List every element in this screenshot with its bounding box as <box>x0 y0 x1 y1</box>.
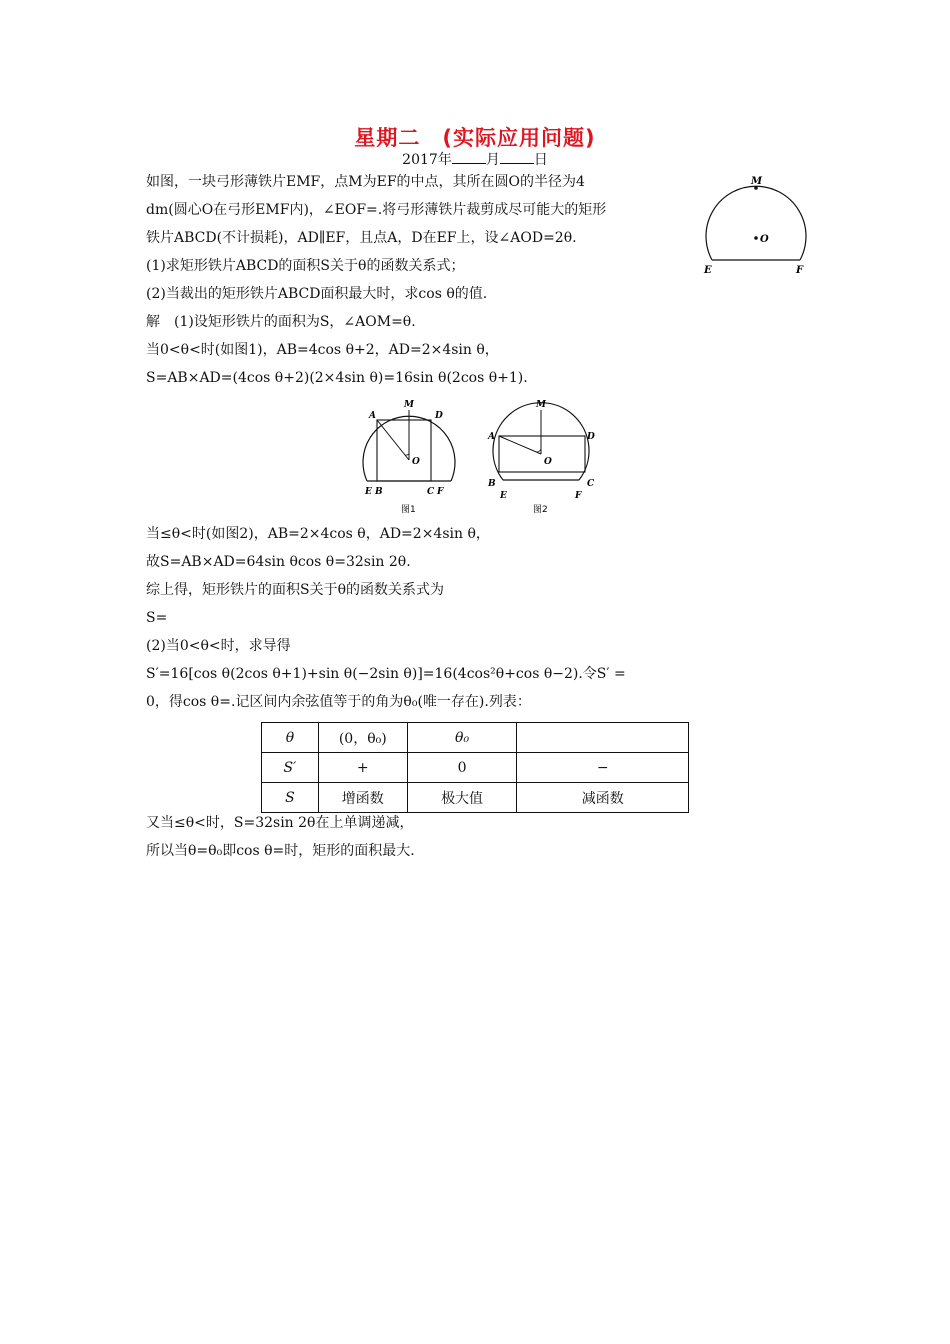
month-blank <box>452 150 486 164</box>
fig1-label-a: A <box>369 411 376 421</box>
fig1-label-o: O <box>412 457 420 467</box>
fig2-label-c: C <box>587 479 595 489</box>
fig1-label-d: D <box>435 411 443 421</box>
fig2-label-o: O <box>544 457 552 467</box>
solution-line-12: 所以当θ=θ₀即cos θ=时，矩形的面积最大. <box>146 843 415 859</box>
problem-line-5: (2)当裁出的矩形铁片ABCD面积最大时，求cos θ的值. <box>146 286 488 302</box>
solution-line-9: S′=16[cos θ(2cos θ+1)+sin θ(−2sin θ)]=16(4cos²θ+cos θ−2).令S′ = <box>146 666 626 682</box>
solution-line-5: 故S=AB×AD=64sin θcos θ=32sin 2θ. <box>146 554 411 570</box>
figure-1 <box>363 400 455 515</box>
point-o <box>754 236 758 240</box>
solution-line-8: (2)当0<θ<时，求导得 <box>146 638 291 654</box>
fig2-caption: 图2 <box>533 505 548 515</box>
table-row <box>262 753 689 783</box>
problem-line-4: (1)求矩形铁片ABCD的面积S关于θ的函数关系式； <box>146 258 465 274</box>
fig1-label-b: B <box>375 487 383 497</box>
table-cell: 0 <box>407 753 517 783</box>
segment-figure <box>696 172 814 280</box>
fig1-label-f: F <box>437 487 444 497</box>
table-cell: (0，θ₀) <box>318 723 407 753</box>
date-month: 月 <box>485 152 500 168</box>
table-cell: 减函数 <box>517 783 689 813</box>
label-e: E <box>704 265 712 276</box>
fig1-rectangle <box>377 420 431 481</box>
fig2-label-d: D <box>587 432 595 442</box>
date-year-suffix: 年 <box>437 152 452 168</box>
fig1-label-m: M <box>404 400 414 410</box>
table-cell: θ₀ <box>407 723 517 753</box>
fig2-label-b: B <box>488 479 496 489</box>
segment-arc <box>706 186 806 260</box>
date-day: 日 <box>533 152 548 168</box>
solution-line-2: 当0<θ<时(如图1)，AB=4cos θ+2，AD=2×4sin θ， <box>146 342 499 358</box>
table-cell: S′ <box>262 753 319 783</box>
table-row <box>262 783 689 813</box>
figure-pair <box>355 398 605 520</box>
solution-line-7: S= <box>146 610 168 626</box>
table-cell: 增函数 <box>318 783 407 813</box>
table-row <box>262 723 689 753</box>
page-title: 星期二 (实际应用问题) <box>354 126 596 150</box>
problem-line-3: 铁片ABCD(不计损耗)，AD∥EF，且点A，D在EF上，设∠AOD=2θ. <box>146 230 577 246</box>
table-cell: + <box>318 753 407 783</box>
solution-line-4: 当≤θ<时(如图2)，AB=2×4cos θ，AD=2×4sin θ， <box>146 526 490 542</box>
label-o: O <box>760 234 769 245</box>
fig2-angle-mark <box>536 449 541 452</box>
solution-line-11: 又当≤θ<时，S=32sin 2θ在上单调递减， <box>146 815 414 831</box>
table-cell <box>517 723 689 753</box>
solution-line-6: 综上得，矩形铁片的面积S关于θ的函数关系式为 <box>146 582 445 598</box>
fig1-label-e: E <box>365 487 372 497</box>
table-cell: θ <box>262 723 319 753</box>
table-cell: 极大值 <box>407 783 517 813</box>
label-f: F <box>796 265 804 276</box>
fig2-label-e: E <box>500 491 507 501</box>
figure-2 <box>487 400 595 515</box>
date-line <box>0 149 950 169</box>
problem-line-2: dm(圆心O在弓形EMF内)，∠EOF=.将弓形薄铁片裁剪成尽可能大的矩形 <box>146 202 607 218</box>
table-cell: S <box>262 783 319 813</box>
solution-line-10: 0，得cos θ=.记区间内余弦值等于的角为θ₀(唯一存在).列表： <box>146 694 531 710</box>
fig2-oa <box>499 436 541 454</box>
problem-line-1: 如图，一块弓形薄铁片EMF，点M为EF的中点，其所在圆O的半径为4 <box>146 174 585 190</box>
fig2-label-f: F <box>575 491 582 501</box>
variation-table <box>261 722 689 813</box>
solution-line-1: 解 (1)设矩形铁片的面积为S，∠AOM=θ. <box>146 314 416 330</box>
label-m: M <box>751 176 763 187</box>
fig1-caption: 图1 <box>401 505 416 515</box>
solution-line-3: S=AB×AD=(4cos θ+2)(2×4sin θ)=16sin θ(2cos θ+1). <box>146 370 528 386</box>
fig1-label-c: C <box>427 487 435 497</box>
fig2-label-a: A <box>488 432 495 442</box>
fig2-label-m: M <box>536 400 546 410</box>
day-blank <box>500 150 534 164</box>
fig1-oa <box>377 420 409 460</box>
table-cell: − <box>517 753 689 783</box>
date-year: 2017 <box>402 152 438 168</box>
fig1-angle-mark <box>405 454 409 455</box>
